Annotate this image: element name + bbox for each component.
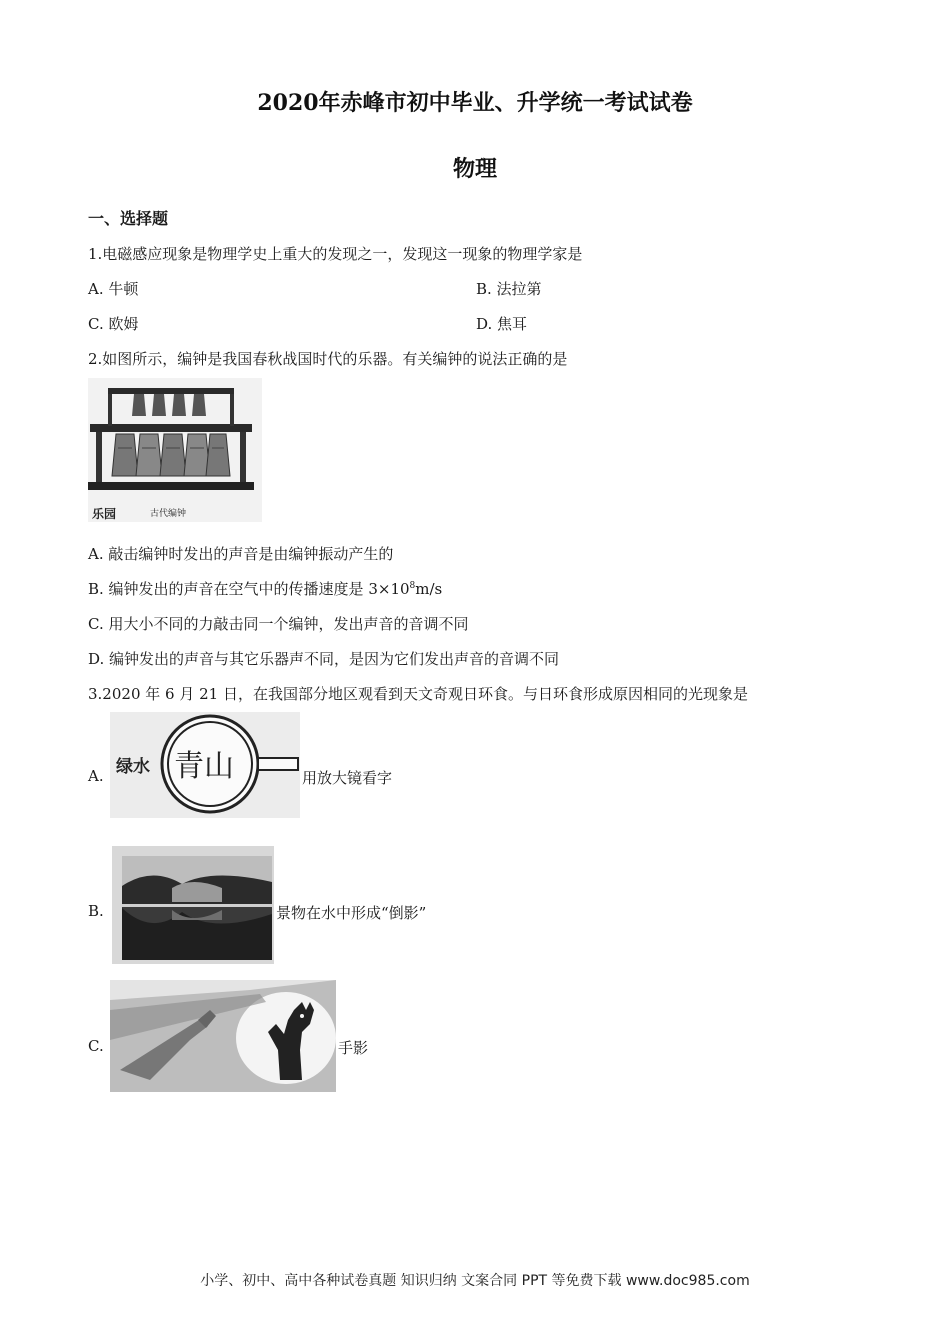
section-heading: 一、选择题 <box>88 209 169 228</box>
reflection-image <box>112 846 274 964</box>
question-1-option-b: B. 法拉第 <box>476 280 542 298</box>
page-footer: 小学、初中、高中各种试卷真题 知识归纳 文案合同 PPT 等免费下载 www.doc985.com <box>200 1273 750 1289</box>
question-1-option-d: D. 焦耳 <box>476 315 528 333</box>
bianzhong-image <box>88 378 262 522</box>
question-2-option-a: A. 敲击编钟时发出的声音是由编钟振动产生的 <box>88 545 394 563</box>
question-3-option-a-label: A. <box>88 767 104 785</box>
magnifier-small-text: 绿水 <box>116 757 150 777</box>
magnifier-image <box>110 712 300 818</box>
question-2-option-b <box>88 578 442 599</box>
question-2-option-c: C. 用大小不同的力敲击同一个编钟，发出声音的音调不同 <box>88 615 469 633</box>
question-3-option-b-label: B. <box>88 902 104 920</box>
bianzhong-caption: 古代编钟 <box>150 509 187 519</box>
question-2-option-b-text: B. 编钟发出的声音在空气中的传播速度是 3×10 <box>88 580 410 598</box>
exam-title: 2020年赤峰市初中毕业、升学统一考试试卷 <box>257 90 693 116</box>
question-3-option-a-text: 用放大镜看字 <box>302 769 393 787</box>
question-3-option-c-label: C. <box>88 1037 104 1055</box>
question-1-option-c: C. 欧姆 <box>88 315 139 333</box>
question-3-stem: 3.2020 年 6 月 21 日，在我国部分地区观看到天文奇观日环食。与日环食形成原因相同的光现象是 <box>88 685 748 703</box>
question-2-stem: 2.如图所示，编钟是我国春秋战国时代的乐器。有关编钟的说法正确的是 <box>88 350 568 368</box>
question-1-option-a: A. 牛顿 <box>88 280 139 298</box>
magnifier-enlarged-text: 青山 <box>174 749 234 784</box>
question-1-stem: 1.电磁感应现象是物理学史上重大的发现之一，发现这一现象的物理学家是 <box>88 245 583 263</box>
question-3-option-b-text: 景物在水中形成“倒影” <box>276 904 427 922</box>
hand-shadow-image <box>110 980 336 1092</box>
question-2-option-d: D. 编钟发出的声音与其它乐器声不同，是因为它们发出声音的音调不同 <box>88 650 560 668</box>
question-2-option-b-unit: m/s <box>415 580 443 598</box>
question-3-option-c-text: 手影 <box>338 1039 369 1057</box>
exam-subject: 物理 <box>452 156 497 182</box>
question-2-option-b-exponent: 8 <box>409 581 416 591</box>
bianzhong-corner-text: 乐园 <box>92 507 117 521</box>
